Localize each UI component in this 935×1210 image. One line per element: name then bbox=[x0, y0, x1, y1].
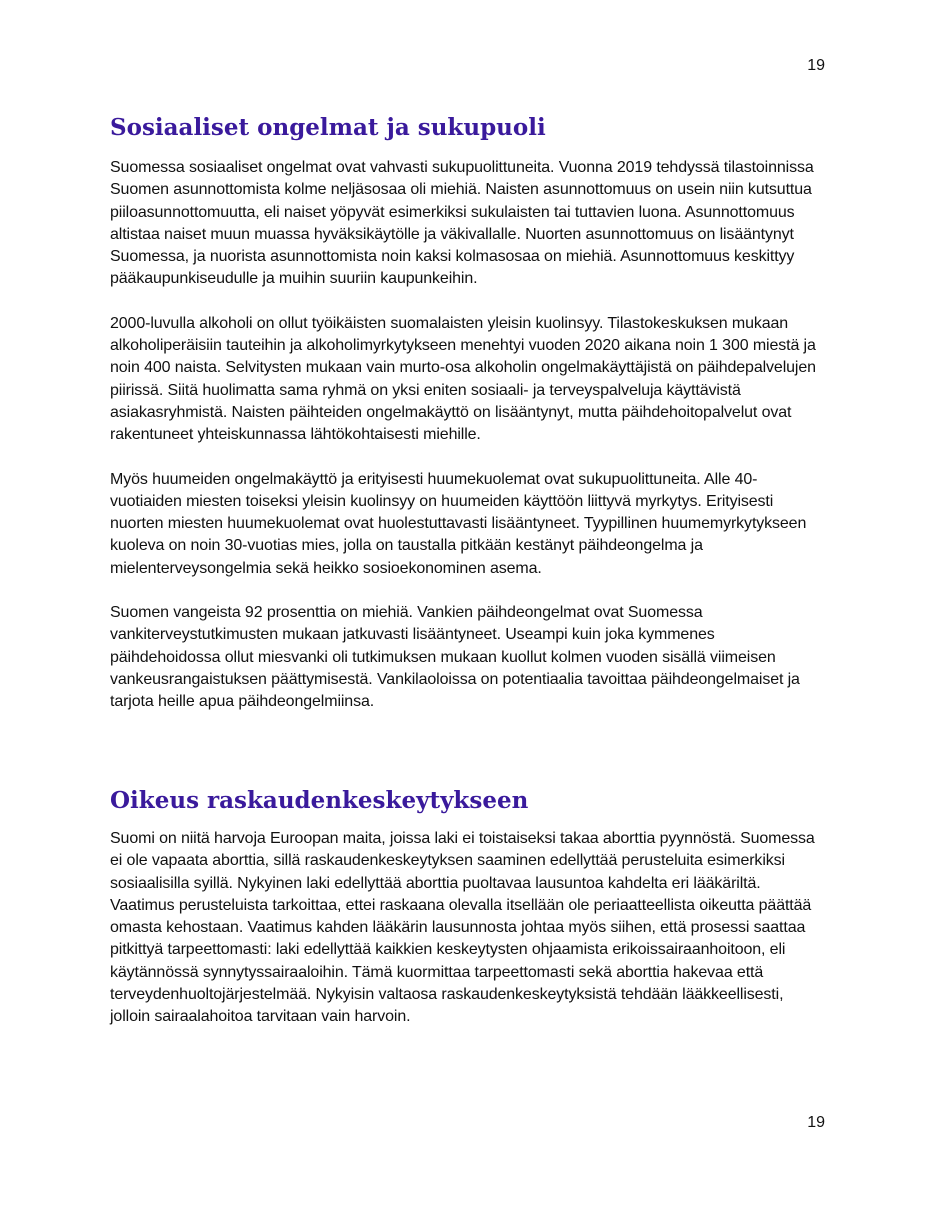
page-number-bottom: 19 bbox=[807, 1114, 825, 1131]
paragraph: Suomen vangeista 92 prosenttia on miehiä. Vankien päihdeongelmat ovat Suomessa vankiterveystutkimusten mukaan jatkuvasti lisääntyneet. Useampi kuin joka kymmenes päihdehoidossa ollut miesvanki oli tutkimuksen mukaan kuollut kolmen vuoden sisällä viimeisen vankeusrangaistuksen päättymisestä. Vankilaoloissa on potentiaalia tavoittaa päihdeongelmaiset ja tarjota heille apua päihdeongelmiinsa. bbox=[110, 604, 800, 711]
paragraph: Suomessa sosiaaliset ongelmat ovat vahvasti sukupuolittuneita. Vuonna 2019 tehdyssä tilastoinnissa Suomen asunnottomista kolme neljäsosaa oli miehiä. Naisten asunnottomuus on usein niin kutsuttua piiloasunnottomuutta, eli naiset yöpyvät esimerkiksi sukulaisten tai tuttavien luona. Asunnottomuus altistaa naiset muun muassa hyväksikäytölle ja väkivallalle. Nuorten asunnottomuus on lisääntynyt Suomessa, ja nuorista asunnottomista noin kaksi kolmasosaa on miehiä. Asunnottomuus keskittyy pääkaupunkiseudulle ja muihin suuriin kaupunkeihin. bbox=[110, 159, 814, 288]
page-number-top: 19 bbox=[807, 57, 825, 74]
paragraph: Suomi on niitä harvoja Euroopan maita, joissa laki ei toistaiseksi takaa aborttia pyynnöstä. Suomessa ei ole vapaata aborttia, sillä raskaudenkeskeytyksen saaminen edellyttää perusteluita esimerkiksi sosiaalisilla syillä. Nykyinen laki edellyttää aborttia puoltavaa lausuntoa kahdelta eri lääkäriltä. Vaatimus perusteluista tarkoittaa, ettei raskaana olevalla itsellään ole periaatteellista oikeutta päättää omasta kehostaan. Vaatimus kahden lääkärin lausunnosta johtaa myös siihen, että prosessi saattaa pitkittyä tarpeettomasti: laki edellyttää kaikkien keskeytysten ohjaamista erikoissairaanhoitoon, eli käytännössä synnytyssairaaloihin. Tämä kuormittaa tarpeettomasti sekä aborttia hakevaa että terveydenhuoltojärjestelmää. Nykyisin valtaosa raskaudenkeskeytyksistä tehdään lääkkeellisesti, jolloin sairaalahoitoa tarvitaan vain harvoin. bbox=[110, 830, 815, 1026]
paragraph: 2000-luvulla alkoholi on ollut työikäisten suomalaisten yleisin kuolinsyy. Tilastokeskuksen mukaan alkoholiperäisiin tauteihin ja alkoholimyrkytykseen menehtyi vuoden 2020 aikana noin 1 300 miestä ja noin 400 naista. Selvitysten mukaan vain murto-osa alkoholin ongelmakäyttäjistä on päihdepalvelujen piirissä. Siitä huolimatta sama ryhmä on yksi eniten sosiaali- ja terveyspalveluja käyttävistä asiakasryhmistä. Naisten päihteiden ongelmakäyttö on lisääntynyt, mutta päihdehoitopalvelut ovat rakentuneet yhteiskunnassa lähtökohtaisesti miehille. bbox=[110, 314, 816, 444]
section-heading: Oikeus raskaudenkeskeytykseen bbox=[110, 787, 529, 814]
section-abortion-rights bbox=[110, 786, 825, 1029]
section-heading: Sosiaaliset ongelmat ja sukupuoli bbox=[110, 114, 546, 141]
paragraph: Myös huumeiden ongelmakäyttö ja erityisesti huumekuolemat ovat sukupuolittuneita. Alle 40-vuotiaiden miesten toiseksi yleisin kuolinsyy on huumeiden käyttöön liittyvä myrkytys. Erityisesti nuorten miesten huumekuolemat ovat huolestuttavasti lisääntyneet. Tyypillinen huumemyrkytykseen kuoleva on noin 30-vuotias mies, jolla on taustalla pitkään kestänyt päihdeongelma ja mielenterveysongelmia sekä heikko sosioekonominen asema. bbox=[110, 470, 807, 577]
section-social-problems bbox=[110, 113, 825, 736]
